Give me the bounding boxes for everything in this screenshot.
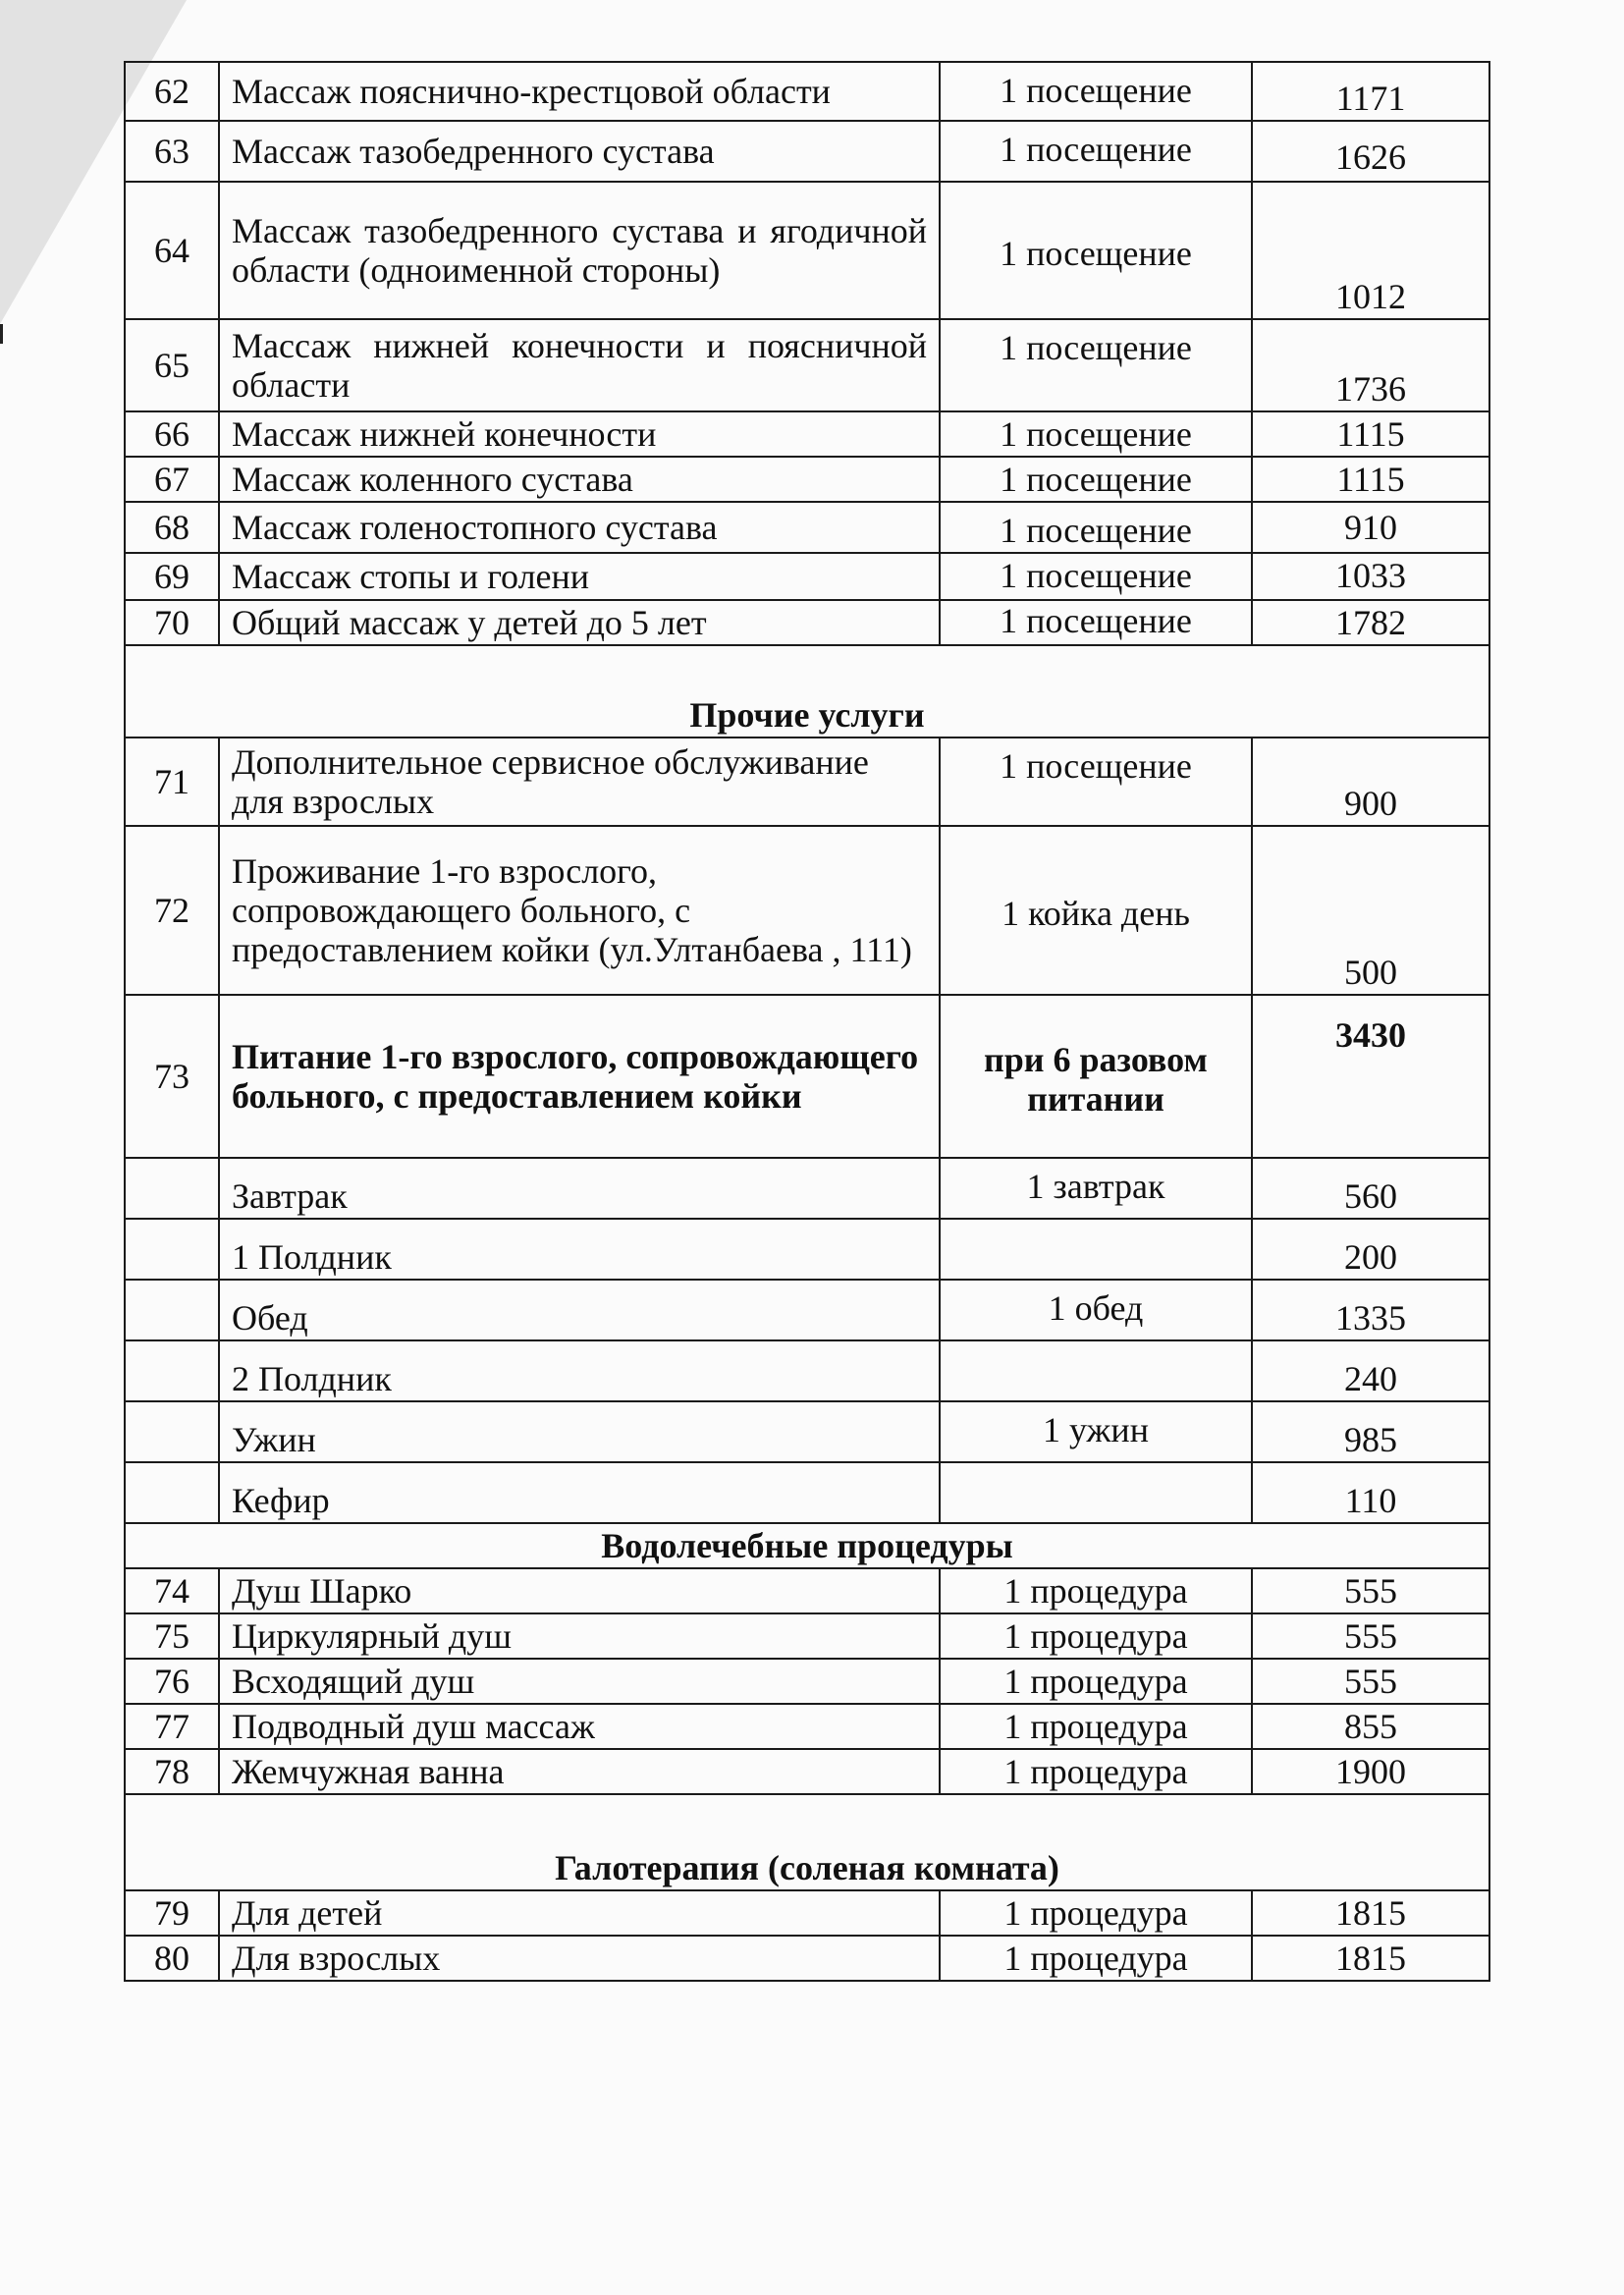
meal-name: 1 Полдник [219,1219,940,1280]
service-price: 1736 [1252,319,1489,411]
meal-price: 110 [1252,1462,1489,1523]
service-name: Массаж голеностопного сустава [219,502,940,553]
section-title-hydro: Водолечебные процедуры [125,1523,1489,1568]
meal-row [125,1280,1489,1340]
meal-name: 2 Полдник [219,1340,940,1401]
service-unit: 1 процедура [940,1749,1252,1794]
service-price: 555 [1252,1568,1489,1613]
service-name: Для взрослых [219,1936,940,1981]
table-row [125,1568,1489,1613]
service-price: 1115 [1252,411,1489,457]
service-name: Массаж пояснично-крестцовой области [219,62,940,121]
row-number: 79 [125,1890,219,1936]
meal-row [125,1462,1489,1523]
service-name: Общий массаж у детей до 5 лет [219,600,940,645]
meal-name: Ужин [219,1401,940,1462]
service-unit: 1 процедура [940,1568,1252,1613]
row-number: 63 [125,121,219,182]
scan-mark [0,324,3,344]
service-price: 1900 [1252,1749,1489,1794]
service-unit: 1 посещение [940,738,1252,826]
meal-row [125,1158,1489,1219]
table-row [125,1890,1489,1936]
meal-price: 200 [1252,1219,1489,1280]
service-unit: 1 процедура [940,1613,1252,1659]
service-name: Дополнительное сервисное обслуживание для взрослых [219,738,940,826]
table-row [125,995,1489,1158]
meal-unit: 1 завтрак [940,1158,1252,1219]
service-unit: 1 посещение [940,411,1252,457]
row-number: 76 [125,1659,219,1704]
service-unit: 1 посещение [940,502,1252,553]
service-price: 1782 [1252,600,1489,645]
row-number: 62 [125,62,219,121]
service-unit: 1 посещение [940,600,1252,645]
meal-unit [940,1462,1252,1523]
meal-unit: 1 ужин [940,1401,1252,1462]
service-name: Жемчужная ванна [219,1749,940,1794]
row-number-empty [125,1158,219,1219]
table-row [125,826,1489,995]
service-name: Массаж тазобедренного сустава [219,121,940,182]
meal-row [125,1219,1489,1280]
table-row [125,411,1489,457]
service-price: 500 [1252,826,1489,995]
service-unit: 1 посещение [940,319,1252,411]
row-number-empty [125,1340,219,1401]
section-row [125,645,1489,738]
row-number: 65 [125,319,219,411]
service-name: Циркулярный душ [219,1613,940,1659]
service-unit: 1 процедура [940,1704,1252,1749]
row-number: 72 [125,826,219,995]
table-row [125,1749,1489,1794]
section-row [125,1794,1489,1890]
table-row [125,600,1489,645]
section-row [125,1523,1489,1568]
meal-price: 985 [1252,1401,1489,1462]
row-number-empty [125,1219,219,1280]
service-unit: 1 посещение [940,457,1252,502]
row-number: 68 [125,502,219,553]
service-name: Для детей [219,1890,940,1936]
service-price: 900 [1252,738,1489,826]
row-number: 73 [125,995,219,1158]
row-number-empty [125,1401,219,1462]
table-row [125,738,1489,826]
service-name: Питание 1-го взрослого, сопровождающего больного, с предоставлением койки [219,995,940,1158]
section-title-other: Прочие услуги [125,645,1489,738]
row-number-empty [125,1462,219,1523]
service-name: Массаж нижней конечности [219,411,940,457]
table-row [125,553,1489,600]
service-unit: 1 процедура [940,1890,1252,1936]
meal-price: 560 [1252,1158,1489,1219]
service-unit: 1 посещение [940,553,1252,600]
row-number: 75 [125,1613,219,1659]
table-row [125,319,1489,411]
service-name: Подводный душ массаж [219,1704,940,1749]
table-row [125,1659,1489,1704]
table-row [125,121,1489,182]
meal-unit [940,1340,1252,1401]
row-number: 69 [125,553,219,600]
meal-unit [940,1219,1252,1280]
meal-unit: 1 обед [940,1280,1252,1340]
service-unit: при 6 разовом питании [940,995,1252,1158]
service-unit: 1 процедура [940,1936,1252,1981]
row-number: 71 [125,738,219,826]
meal-price: 240 [1252,1340,1489,1401]
service-unit: 1 посещение [940,62,1252,121]
meal-name: Обед [219,1280,940,1340]
service-name: Душ Шарко [219,1568,940,1613]
service-price: 910 [1252,502,1489,553]
service-price: 1115 [1252,457,1489,502]
service-price: 555 [1252,1613,1489,1659]
meal-price: 1335 [1252,1280,1489,1340]
row-number-empty [125,1280,219,1340]
table-row [125,1613,1489,1659]
table-row [125,1704,1489,1749]
service-price: 555 [1252,1659,1489,1704]
service-unit: 1 посещение [940,121,1252,182]
meal-row [125,1401,1489,1462]
table-row [125,457,1489,502]
service-name: Массаж стопы и голени [219,553,940,600]
service-price: 1171 [1252,62,1489,121]
table-row [125,502,1489,553]
service-price: 1012 [1252,182,1489,319]
service-name: Проживание 1-го взрослого, сопровождающего больного, с предоставлением койки (ул.Ултанбаева , 111) [219,826,940,995]
meal-name: Завтрак [219,1158,940,1219]
table-row [125,182,1489,319]
section-title-halo: Галотерапия (соленая комната) [125,1794,1489,1890]
row-number: 80 [125,1936,219,1981]
service-unit: 1 процедура [940,1659,1252,1704]
table-row [125,62,1489,121]
row-number: 74 [125,1568,219,1613]
row-number: 64 [125,182,219,319]
service-price: 1033 [1252,553,1489,600]
service-name: Всходящий душ [219,1659,940,1704]
row-number: 77 [125,1704,219,1749]
service-name: Массаж нижней конечности и поясничной области [219,319,940,411]
service-name: Массаж коленного сустава [219,457,940,502]
row-number: 67 [125,457,219,502]
table-row [125,1936,1489,1981]
price-table [124,61,1490,1982]
service-unit: 1 койка день [940,826,1252,995]
service-price: 1626 [1252,121,1489,182]
price-list-page [124,61,1489,1982]
row-number: 66 [125,411,219,457]
service-unit: 1 посещение [940,182,1252,319]
row-number: 78 [125,1749,219,1794]
row-number: 70 [125,600,219,645]
service-price: 3430 [1252,995,1489,1158]
service-price: 1815 [1252,1890,1489,1936]
service-name: Массаж тазобедренного сустава и ягодичной области (одноименной стороны) [219,182,940,319]
meal-name: Кефир [219,1462,940,1523]
service-price: 1815 [1252,1936,1489,1981]
meal-row [125,1340,1489,1401]
service-price: 855 [1252,1704,1489,1749]
